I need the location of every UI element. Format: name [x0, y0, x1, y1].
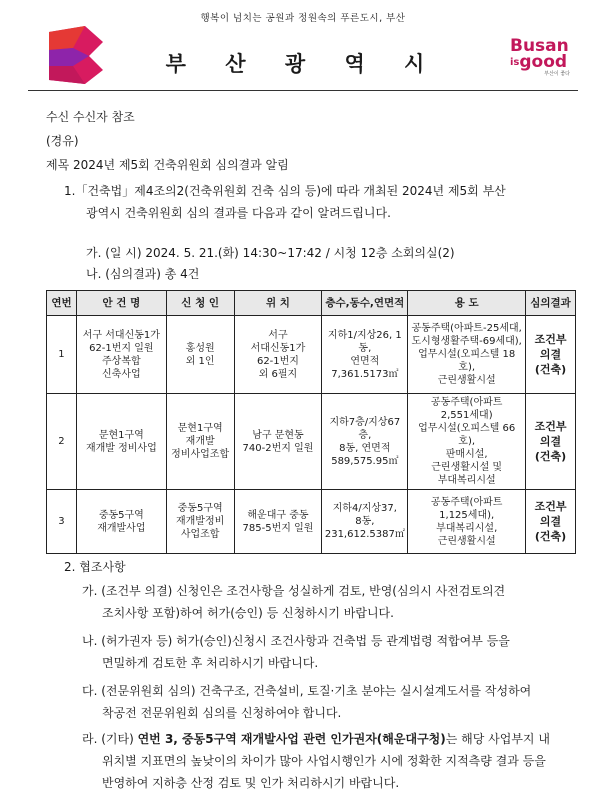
cell-line: 외 1인 [185, 355, 215, 367]
table-header-cell: 연번 [47, 291, 77, 316]
cell-line: 부대복리시설, [436, 522, 498, 534]
cell-line: (건축) [534, 363, 567, 376]
subject: 제목 2024년 제5회 건축위원회 심의결과 알림 [46, 158, 289, 172]
cell-name [76, 394, 166, 490]
cell-location [234, 394, 322, 490]
ra-rest: 는 해당 사업부지 내 [445, 732, 550, 746]
cell-applicant [166, 490, 234, 554]
cell-line: 사업조합 [180, 529, 220, 540]
cell-line: 정비사업조합 [171, 449, 230, 460]
table-header-cell: 신 청 인 [166, 291, 234, 316]
cooperation-ra-line2: 위치별 지표면의 높낮이의 차이가 많아 사업시행인가 시에 정확한 지적측량 결과 등을 [102, 754, 546, 768]
table-header-cell: 위 치 [234, 291, 322, 316]
cell-line: 조건부 [534, 500, 567, 513]
cell-line: 공동주택(아파트 [430, 397, 503, 408]
brand-line2-a: is [510, 57, 520, 68]
cell-use [408, 490, 526, 554]
cell-line: 지하4/지상37, [332, 503, 397, 514]
table-row [47, 490, 576, 554]
cooperation-ra-line1 [82, 728, 582, 750]
cell-line: 의결 [539, 435, 562, 448]
cell-line: 지하7층/지상67층, [329, 416, 401, 441]
cell-line: 공동주택(아파트 [430, 496, 503, 508]
cell-line: 주상복합 [102, 355, 141, 367]
cooperation-title: 2. 협조사항 [64, 560, 126, 574]
cell-line: 서구 서대신동1가 [82, 329, 160, 341]
brand-line3: 부산이 좋다 [544, 71, 570, 77]
cooperation-da-line2: 착공전 전문위원회 심의를 신청하여야 합니다. [102, 706, 342, 720]
table-header-cell: 층수,동수,연면적 [322, 291, 408, 316]
cell-line: 업무시설(오피스텔 66호), [418, 423, 516, 447]
cell-line: 589,575.95㎡ [331, 455, 399, 467]
cell-line: 신축사업 [102, 368, 141, 380]
cell-line: 의결 [539, 348, 562, 361]
cooperation-ga-line2: 조치사항 포함)하여 허가(승인) 등 신청하시기 바랍니다. [102, 606, 394, 620]
cell-no: 1 [47, 316, 77, 394]
cell-line: 1,125세대), [439, 509, 495, 521]
cell-line: 재개발정비 [175, 516, 225, 527]
cell-line: 공동주택(아파트-25세대, [411, 323, 522, 334]
cell-line: (건축) [534, 530, 567, 543]
cell-floors [322, 394, 408, 490]
meeting-datetime: 가. (일 시) 2024. 5. 21.(화) 14:30~17:42 / 시청 12층 소회의실(2) [86, 246, 455, 260]
cell-line: 중동5구역 [177, 503, 223, 514]
review-result-count: 나. (심의결과) 총 4건 [86, 267, 200, 281]
table-row [47, 316, 576, 394]
cell-no: 3 [47, 490, 77, 554]
cell-line: 근린생활시설 [437, 535, 496, 547]
cell-line: 홍성원 [185, 342, 215, 354]
cell-line: 도시형생활주택-69세대), [411, 336, 522, 347]
intro-line1: 1.「건축법」제4조의2(건축위원회 건축 심의 등)에 따라 개최된 2024년 제5회 부산 [64, 184, 506, 198]
cell-line: 근린생활시설 및 [431, 462, 503, 473]
cell-line: 의결 [539, 515, 562, 528]
intro-line2: 광역시 건축위원회 심의 결과를 다음과 같이 알려드립니다. [86, 206, 391, 220]
cell-line: 외 6필지 [258, 368, 298, 380]
cell-name [76, 490, 166, 554]
cell-line: 재개발 정비사업 [85, 442, 157, 454]
table-header-cell: 심의결과 [526, 291, 576, 316]
cell-location [234, 316, 322, 394]
cooperation-da-line1: 다. (전문위원회 심의) 건축구조, 건축설비, 토질·기초 분야는 실시설계도서를 작성하여 [82, 684, 532, 698]
table-row [47, 394, 576, 490]
cooperation-ga-line1: 가. (조건부 의결) 신청인은 조건사항을 성실하게 검토, 반영(심의시 사전검토의견 [82, 584, 506, 598]
cell-result [526, 316, 576, 394]
cell-floors [322, 490, 408, 554]
brand-line1: Busan [510, 36, 569, 56]
cell-line: 재개발사업 [97, 522, 146, 534]
cooperation-na-line1: 나. (허가권자 등) 허가(승인)신청시 조건사항과 건축법 등 관계법령 적합여부 등을 [82, 634, 510, 648]
cell-line: 조건부 [534, 333, 567, 346]
ra-prefix: 라. (기타) [82, 732, 138, 746]
cell-applicant [166, 316, 234, 394]
cell-use [408, 316, 526, 394]
cell-line: 서구 [268, 329, 288, 341]
review-results-table [46, 290, 576, 554]
cell-line: 조건부 [534, 420, 567, 433]
brand-line2 [510, 54, 580, 71]
cell-line: 62-1번지 일원 [89, 342, 154, 354]
brand-line2-b: good [519, 52, 568, 72]
cell-line: 740-2번지 일원 [242, 442, 314, 454]
cell-line: 62-1번지 [256, 355, 299, 367]
cell-line: 785-5번지 일원 [242, 522, 314, 534]
busan-is-good-logo [510, 38, 580, 78]
via: (경유) [46, 134, 79, 148]
cell-line: 중동5구역 [98, 509, 144, 521]
header-divider [28, 90, 578, 91]
cell-line: 지하1/지상26, 1동, [327, 329, 402, 354]
cell-line: 재개발 [185, 436, 215, 447]
cell-line: 업무시설(오피스텔 18호), [418, 349, 516, 373]
slogan: 행복이 넘치는 공원과 정원속의 푸른도시, 부산 [200, 13, 406, 24]
cell-applicant [166, 394, 234, 490]
cell-line: 남구 문현동 [252, 429, 304, 441]
cell-line: 해운대구 중동 [247, 509, 309, 521]
cell-floors [322, 316, 408, 394]
table-header-cell: 안 건 명 [76, 291, 166, 316]
cell-line: 8동, 231,612.5387㎡ [324, 516, 405, 540]
cell-result [526, 490, 576, 554]
cell-line: 문현1구역 [98, 429, 144, 441]
org-title: 부 산 광 역 시 [165, 51, 441, 76]
cell-line: 문현1구역 [177, 423, 223, 434]
cell-line: 서대신동1가 [250, 342, 306, 354]
ra-bold: 연번 3, 중동5구역 재개발사업 관련 인가권자(해운대구청) [137, 732, 446, 746]
cell-line: 근린생활시설 [437, 375, 496, 386]
cell-line: (건축) [534, 450, 567, 463]
cell-use [408, 394, 526, 490]
cooperation-ra-line3: 반영하여 지하층 산정 검토 및 인가 처리하시기 바랍니다. [102, 776, 400, 790]
cell-line: 2,551세대) [440, 410, 493, 421]
cooperation-na-line2: 면밀하게 검토한 후 처리하시기 바랍니다. [102, 656, 319, 670]
cell-line: 8동, 연면적 [339, 442, 391, 454]
table-header-cell: 용 도 [408, 291, 526, 316]
cell-name [76, 316, 166, 394]
cell-line: 부대복리시설 [437, 475, 496, 486]
cell-line: 연면적 7,361.5173㎡ [331, 355, 399, 380]
table-header-row [47, 291, 576, 316]
cell-result [526, 394, 576, 490]
cell-location [234, 490, 322, 554]
cell-no: 2 [47, 394, 77, 490]
cell-line: 판매시설, [445, 449, 488, 460]
recipient: 수신 수신자 참조 [46, 110, 135, 124]
